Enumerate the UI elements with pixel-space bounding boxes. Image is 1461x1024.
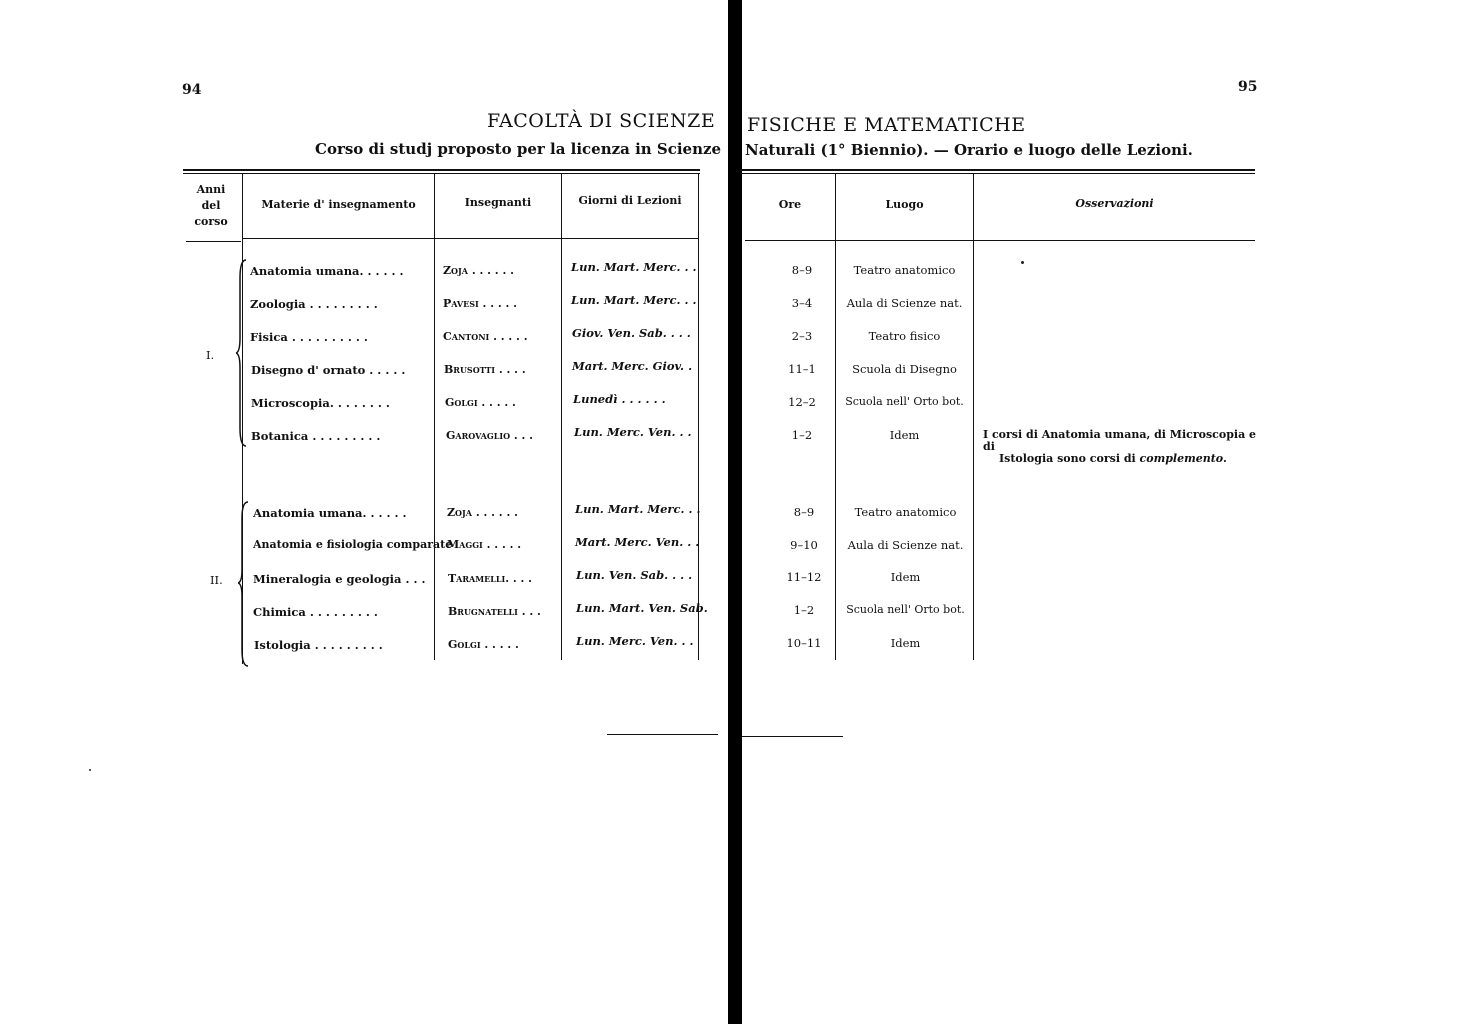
giorni-row-1-4: Mart. Merc. Giov. .	[572, 359, 693, 373]
insegnante-row-2-5: Golgi . . . . .	[448, 638, 519, 651]
giorni-row-1-6: Lun. Merc. Ven. . .	[574, 425, 692, 439]
osservazione-line-2	[983, 453, 1258, 465]
giorni-row-1-2: Lun. Mart. Merc. . .	[571, 293, 697, 307]
giorni-row-1-3: Giov. Ven. Sab. . . .	[572, 326, 691, 340]
header-luogo: Luogo	[885, 198, 924, 211]
insegnante-row-2-1: Zoja . . . . . .	[447, 506, 518, 519]
ore-row-2-3: 11–12	[786, 570, 822, 584]
giorni-row-2-4: Lun. Mart. Ven. Sab.	[576, 601, 708, 615]
ink-speck	[1021, 261, 1024, 264]
luogo-row-2-1: Teatro anatomico	[854, 505, 957, 519]
right-top-rule	[740, 169, 1255, 171]
giorni-row-2-1: Lun. Mart. Merc. . .	[575, 502, 701, 516]
osservazione-note	[983, 429, 1258, 465]
insegnante-row-1-6: Garovaglio . . .	[446, 429, 534, 442]
giorni-row-2-2: Mart. Merc. Ven. . .	[575, 535, 700, 549]
left-bottom-rule	[607, 734, 718, 735]
ore-row-1-5: 12–2	[788, 395, 816, 409]
year-label-2: II.	[210, 573, 223, 587]
left-header-bottom-rule	[243, 238, 698, 239]
right-col-divider-1	[835, 174, 836, 660]
ore-row-2-1: 8–9	[793, 505, 815, 519]
header-osservazioni: Osservazioni	[1075, 197, 1154, 210]
ore-row-1-1: 8–9	[791, 263, 813, 277]
right-bottom-rule	[742, 736, 843, 737]
materia-row-1-5: Microscopia. . . . . . . .	[251, 396, 390, 410]
insegnante-row-1-5: Golgi . . . . .	[445, 396, 516, 409]
materia-row-1-2: Zoologia . . . . . . . . .	[250, 297, 378, 311]
year-label-1: I.	[206, 348, 215, 362]
luogo-row-2-4: Scuola nell' Orto bot.	[846, 603, 965, 616]
osservazione-line-1: I corsi di Anatomia umana, di Microscopia e di	[983, 428, 1257, 453]
right-col-divider-2	[973, 174, 974, 660]
giorni-row-1-5: Lunedì . . . . . .	[573, 392, 666, 406]
left-col-divider-4	[698, 174, 699, 660]
insegnante-row-2-2: Maggi . . . . .	[447, 538, 522, 551]
luogo-row-2-2: Aula di Scienze nat.	[847, 538, 964, 552]
insegnante-row-1-4: Brusotti . . . .	[444, 363, 526, 376]
ore-row-1-4: 11–1	[788, 362, 816, 376]
book-spine	[728, 0, 742, 1024]
brace-year2-icon	[238, 500, 250, 668]
materia-row-2-5: Istologia . . . . . . . . .	[254, 638, 383, 652]
header-giorni: Giorni di Lezioni	[578, 194, 682, 207]
osservazione-line-2-italic: complemento.	[1139, 452, 1227, 465]
left-page-number: 94	[182, 82, 202, 98]
left-col-divider-2	[434, 174, 435, 660]
left-col-divider-3	[561, 174, 562, 660]
luogo-row-2-3: Idem	[890, 570, 921, 584]
ore-row-1-6: 1–2	[791, 428, 813, 442]
insegnante-row-1-2: Pavesi . . . . .	[443, 297, 518, 310]
ore-row-2-5: 10–11	[786, 636, 822, 650]
materia-row-2-2: Anatomia e fisiologia comparate	[253, 538, 453, 551]
luogo-row-1-1: Teatro anatomico	[853, 263, 956, 277]
ore-row-2-2: 9–10	[790, 538, 818, 552]
left-anni-bottom-rule	[186, 241, 241, 242]
right-page-title: FISICHE E MATEMATICHE	[747, 114, 1026, 136]
materia-row-2-1: Anatomia umana. . . . . .	[253, 506, 407, 520]
luogo-row-1-4: Scuola di Disegno	[852, 362, 957, 376]
giorni-row-1-1: Lun. Mart. Merc. . .	[571, 260, 697, 274]
brace-year1-icon	[236, 258, 248, 448]
giorni-row-2-3: Lun. Ven. Sab. . . .	[576, 568, 693, 582]
insegnante-row-1-3: Cantoni . . . . .	[443, 330, 528, 343]
luogo-row-1-5: Scuola nell' Orto bot.	[845, 395, 964, 408]
materia-row-1-4: Disegno d' ornato . . . . .	[251, 363, 406, 377]
ore-row-1-3: 2–3	[791, 329, 813, 343]
giorni-row-2-5: Lun. Merc. Ven. . .	[576, 634, 694, 648]
materia-row-1-6: Botanica . . . . . . . . .	[251, 429, 381, 443]
right-header-bottom-rule	[745, 240, 1255, 241]
insegnante-row-1-1: Zoja . . . . . .	[443, 264, 514, 277]
left-top-rule-thin	[183, 173, 700, 174]
luogo-row-2-5: Idem	[890, 636, 921, 650]
luogo-row-1-2: Aula di Scienze nat.	[846, 296, 963, 310]
ore-row-1-2: 3–4	[791, 296, 813, 310]
osservazione-line-2-text: Istologia sono corsi di	[999, 452, 1136, 465]
insegnante-row-2-3: Taramelli. . . .	[448, 572, 533, 585]
luogo-row-1-6: Idem	[889, 428, 920, 442]
ink-speck	[89, 769, 91, 771]
materia-row-2-4: Chimica . . . . . . . . .	[253, 605, 378, 619]
left-page-title: FACOLTÀ DI SCIENZE	[487, 110, 716, 132]
materia-row-1-1: Anatomia umana. . . . . .	[250, 264, 404, 278]
header-anni: Anni del corso	[194, 183, 228, 228]
right-page-subtitle: Naturali (1° Biennio). — Orario e luogo delle Lezioni.	[745, 141, 1193, 159]
ore-row-2-4: 1–2	[793, 603, 815, 617]
luogo-row-1-3: Teatro fisico	[868, 329, 941, 343]
left-page-subtitle: Corso di studj proposto per la licenza in Scienze	[315, 140, 722, 158]
materia-row-2-3: Mineralogia e geologia . . .	[253, 572, 426, 586]
materia-row-1-3: Fisica . . . . . . . . . .	[250, 330, 368, 344]
left-top-rule	[183, 169, 700, 171]
right-top-rule-thin	[740, 173, 1255, 174]
insegnante-row-2-4: Brugnatelli . . .	[448, 605, 541, 618]
right-page-number: 95	[1238, 79, 1258, 95]
header-insegnanti: Insegnanti	[464, 196, 532, 209]
header-materie: Materie d' insegnamento	[261, 198, 416, 211]
header-ore: Ore	[778, 198, 802, 211]
